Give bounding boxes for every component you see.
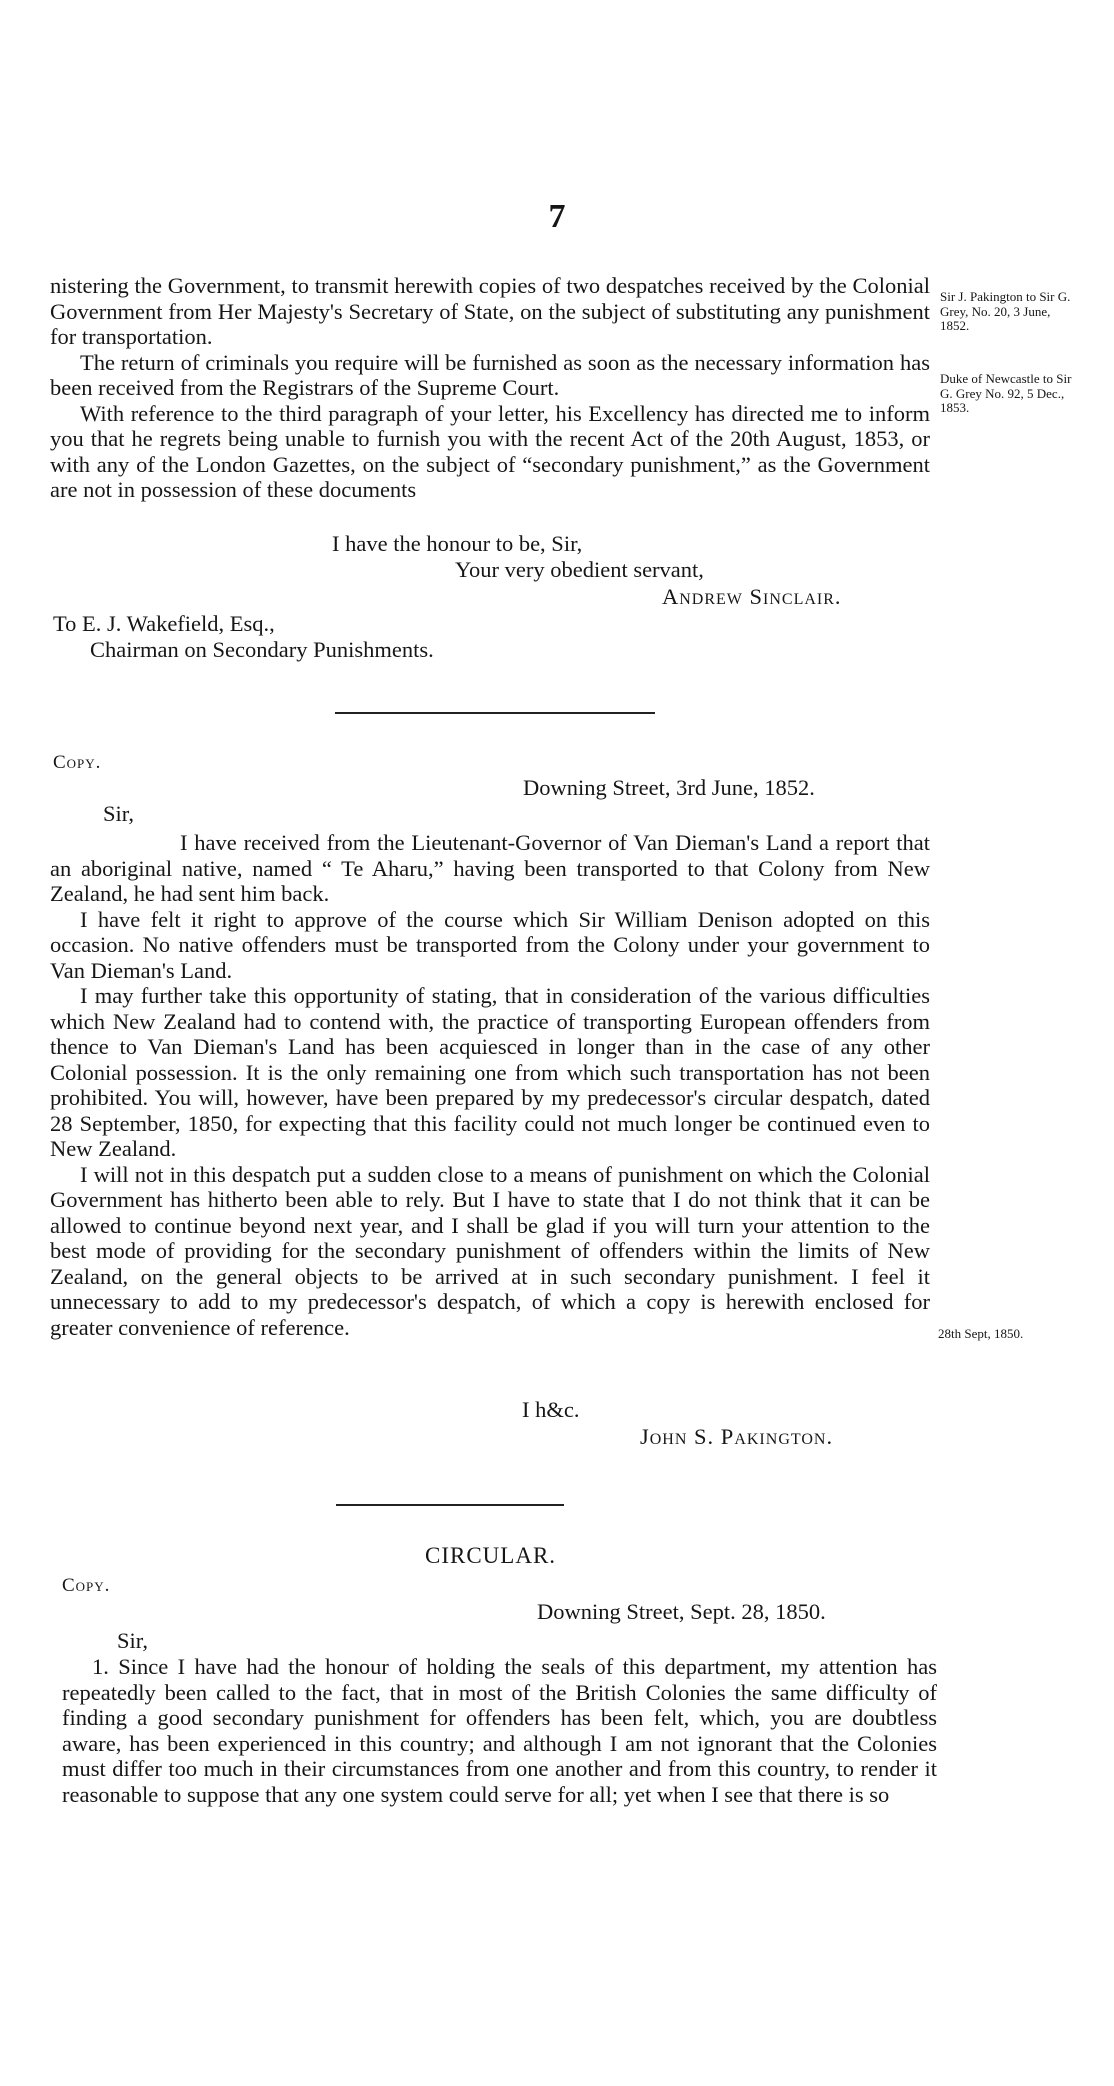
page-number: 7 <box>548 198 566 235</box>
copy-label: Copy. <box>62 1575 111 1596</box>
salutation: Sir, <box>103 801 134 826</box>
letter2-paragraph: I will not in this despatch put a sudden close to a means of punishment on which the Colonial Government has hitherto been able to rely. But I have to state that I do not think that it can be allowed to continue beyond next year, and I shall be glad if you will turn your attention to the best mode of providing for the secondary punishment of offenders within the limits of New Zealand, on the general objects to be arrived at in such secondary punishment. I feel it unnecessary to add to my predecessor's despatch, of which a copy is herewith enclosed for greater convenience of reference. <box>50 1161 930 1340</box>
letter1-paragraph: With reference to the third paragraph of your letter, his Excellency has directed me to inform you that he regrets being unable to furnish you with the recent Act of the 20th August, 1853, or with any of the London Gazettes, on the subject of “secondary punishment,” as the Government are not in possession of these documents <box>50 400 930 502</box>
section-divider <box>335 712 655 714</box>
letter2-paragraph: I have received from the Lieutenant-Governor of Van Dieman's Land a report that an aboriginal native, named “ Te Aharu,” having been transported to that Colony from New Zealand, he had sent him back. <box>50 830 930 906</box>
letter2-body <box>50 830 930 1340</box>
dateline: Downing Street, 3rd June, 1852. <box>523 775 815 800</box>
letter1-paragraph: The return of criminals you require will be furnished as soon as the necessary information has been received from the Registrars of the Supreme Court. <box>50 349 930 400</box>
letter2-paragraph: I have felt it right to approve of the course which Sir William Denison adopted on this occasion. No native offenders must be transported from the Colony under your government to Van Dieman's Land. <box>50 906 930 983</box>
signature-pakington: John S. Pakington. <box>640 1424 834 1449</box>
margin-note-pakington: Sir J. Pakington to Sir G. Grey, No. 20, 3 June, 1852. <box>940 289 1071 333</box>
addressee-line1: To E. J. Wakefield, Esq., <box>53 611 275 636</box>
letter1-paragraph: nistering the Government, to transmit herewith copies of two despatches received by the Colonial Government from Her Majesty's Secretary of State, on the subject of substituting any punishment for transportation. <box>50 273 930 349</box>
closing-etc: I h&c. <box>522 1397 580 1422</box>
signature-sinclair: Andrew Sinclair. <box>662 584 842 609</box>
letter1-body <box>50 273 930 503</box>
addressee-line2: Chairman on Secondary Punishments. <box>90 637 434 662</box>
copy-label: Copy. <box>53 752 102 773</box>
circular-heading: CIRCULAR. <box>425 1543 557 1568</box>
closing-servant: Your very obedient servant, <box>455 557 704 582</box>
salutation: Sir, <box>117 1628 148 1653</box>
letter3-paragraph: 1. Since I have had the honour of holding the seals of this department, my attention has repeatedly been called to the fact, that in most of the British Colonies the same difficulty of finding a good secondary punishment for offenders has been felt, which, you are doubtless aware, has been experienced in this country; and although I am not ignorant that the Colonies must differ too much in their circumstances from one another and from this country, to render it reasonable to suppose that any one system could serve for all; yet when I see that there is so <box>62 1654 937 1807</box>
margin-note-date: 28th Sept, 1850. <box>938 1326 1024 1341</box>
dateline: Downing Street, Sept. 28, 1850. <box>537 1599 826 1624</box>
section-divider <box>336 1504 564 1506</box>
closing-honour: I have the honour to be, Sir, <box>332 531 583 556</box>
letter3-body <box>62 1654 937 1807</box>
letter2-paragraph: I may further take this opportunity of stating, that in consideration of the various difficulties which New Zealand had to contend with, the practice of transporting European offenders from thence to Van Dieman's Land has been acquiesced in longer than in the case of any other Colonial possession. It is the only remaining one from which such transportation has not been prohibited. You will, however, have been prepared by my predecessor's circular despatch, dated 28 September, 1850, for expecting that this facility could not much longer be continued even to New Zealand. <box>50 983 930 1161</box>
margin-note-newcastle: Duke of Newcastle to Sir G. Grey No. 92, 5 Dec., 1853. <box>940 371 1072 415</box>
